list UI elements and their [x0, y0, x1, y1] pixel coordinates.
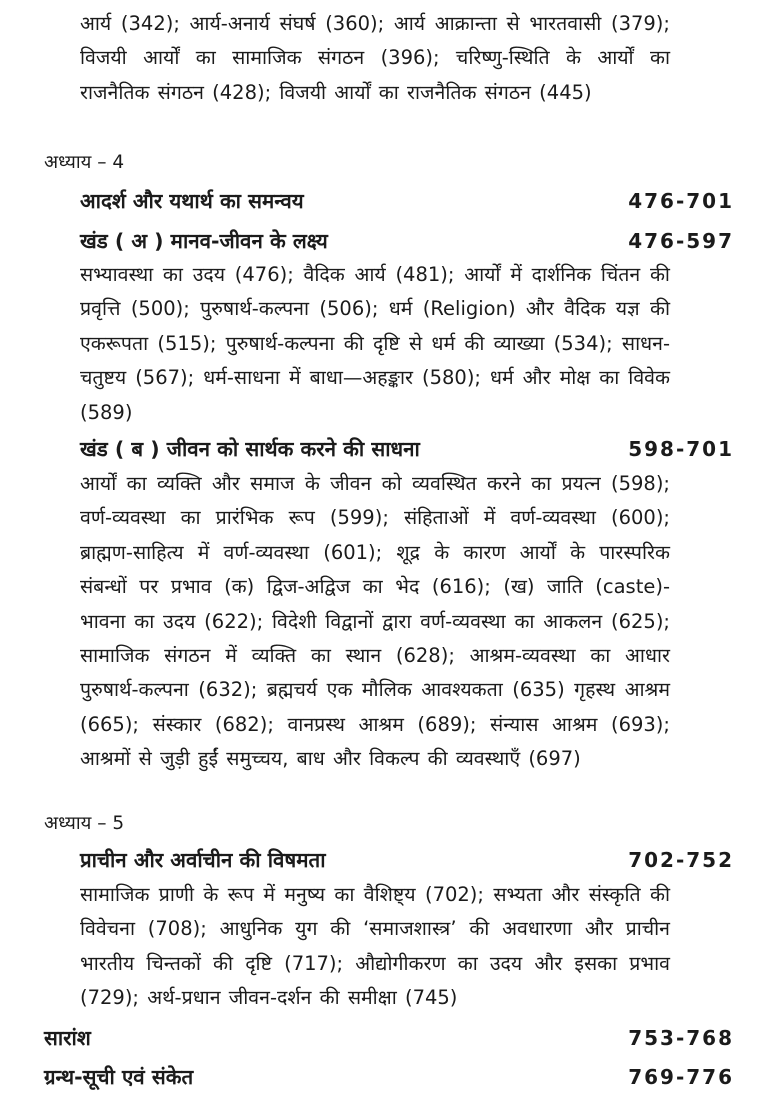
chapter-4-pages: 476-701: [628, 189, 734, 213]
chapter-5-title: प्राचीन और अर्वाचीन की विषमता: [80, 848, 326, 872]
section-a-pages: 476-597: [628, 229, 734, 253]
section-b-text: आर्यों का व्यक्ति और समाज के जीवन को व्यवस्थित करने का प्रयत्न (598); वर्ण-व्यवस्था का प्रारंभिक रूप (599); संहिताओं में वर्ण-व्यवस्था (600); ब्राह्मण-साहित्य में वर्ण-व्यवस्था (601); शूद्र के कारण आर्यों के पारस्परिक संबन्धों पर प्रभाव (क) द्विज-अद्विज का भेद (616); (ख) जाति (caste)-भावना का उदय (622); विदेशी विद्वानों द्वारा वर्ण-व्यवस्था का आकलन (625); सामाजिक संगठन में व्यक्ति का स्थान (628); आश्रम-व्यवस्था का आधार पुरुषार्थ-कल्पना (632); ब्रह्मचर्य एक मौलिक आवश्यकता (635) गृहस्थ आश्रम (665); संस्कार (682); वानप्रस्थ आश्रम (689); संन्यास आश्रम (693); आश्रमों से जुड़ी हुईं समुच्चय, बाध और विकल्प की व्यवस्थाएँ (697): [80, 472, 670, 771]
bibliography-title: ग्रन्थ-सूची एवं संकेत: [44, 1065, 194, 1089]
chapter-4-title: आदर्श और यथार्थ का समन्वय: [80, 189, 304, 213]
summary-title: सारांश: [44, 1026, 91, 1050]
summary-pages: 753-768: [628, 1026, 734, 1050]
chapter-4-title-entry: [80, 184, 734, 218]
section-a-title: खंड ( अ ) मानव-जीवन के लक्ष्य: [80, 229, 328, 253]
section-a-text: सभ्यावस्था का उदय (476); वैदिक आर्य (481); आर्यों में दार्शनिक चिंतन की प्रवृत्ति (500); पुरुषार्थ-कल्पना (506); धर्म (Religion) और वैदिक यज्ञ की एकरूपता (515); पुरुषार्थ-कल्पना की दृष्टि से धर्म की व्याख्या (534); साधन-चतुष्टय (567); धर्म-साधना में बाधा—अहङ्कार (580); धर्म और मोक्ष का विवेक (589): [80, 263, 670, 424]
summary-entry: [44, 1021, 734, 1055]
chapter-4-label: अध्याय – 4: [44, 152, 125, 173]
section-a-entry: [80, 224, 734, 258]
bibliography-entry: [44, 1060, 734, 1094]
chapter-5-pages: 702-752: [628, 848, 734, 872]
section-b-pages: 598-701: [628, 437, 734, 461]
section-b-entry: [80, 432, 734, 466]
chapter-5-title-entry: [80, 843, 734, 877]
bibliography-pages: 769-776: [628, 1065, 734, 1089]
chapter3-continued-text: आर्य (342); आर्य-अनार्य संघर्ष (360); आर्य आक्रान्ता से भारतवासी (379); विजयी आर्यों का सामाजिक संगठन (396); चरिष्णु-स्थिति के आर्यों का राजनैतिक संगठन (428); विजयी आर्यों का राजनैतिक संगठन (445): [80, 12, 670, 104]
chapter-5-label: अध्याय – 5: [44, 813, 125, 834]
section-b-title: खंड ( ब ) जीवन को सार्थक करने की साधना: [80, 437, 420, 461]
chapter-5-text: सामाजिक प्राणी के रूप में मनुष्य का वैशिष्ट्य (702); सभ्यता और संस्कृति की विवेचना (708); आधुनिक युग की ‘समाजशास्त्र’ की अवधारणा और प्राचीन भारतीय चिन्तकों की दृष्टि (717); औद्योगीकरण का उदय और इसका प्रभाव (729); अर्थ-प्रधान जीवन-दर्शन की समीक्षा (745): [80, 883, 670, 1010]
